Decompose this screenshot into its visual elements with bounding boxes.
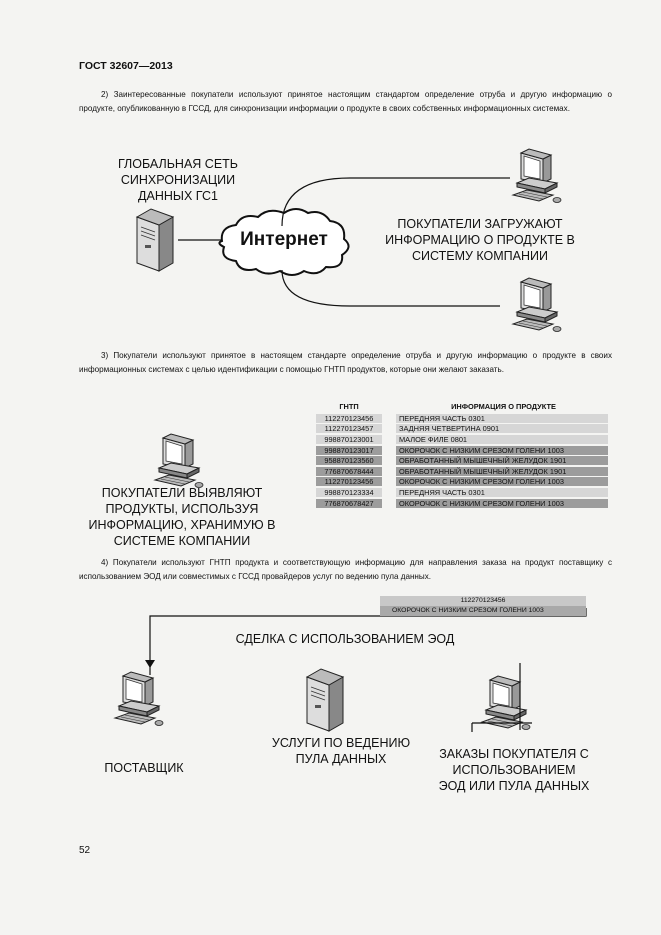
buyer-orders-label: ЗАКАЗЫ ПОКУПАТЕЛЯ С ИСПОЛЬЗОВАНИЕМ ЭОД ИЛИ ПУЛА ДАННЫХ	[438, 747, 590, 793]
order-record	[380, 596, 586, 616]
col-header-gtin: ГНТП	[339, 402, 359, 411]
cell-product-info: ОБРАБОТАННЫЙ МЫШЕЧНЫЙ ЖЕЛУДОК 1901	[396, 467, 608, 476]
table-row	[316, 466, 608, 477]
connector-cloud-bottom	[282, 270, 500, 306]
cell-product-info: ОБРАБОТАННЫЙ МЫШЕЧНЫЙ ЖЕЛУДОК 1901	[396, 456, 608, 465]
product-info-table	[316, 402, 608, 508]
cell-product-info: ОКОРОЧОК С НИЗКИМ СРЕЗОМ ГОЛЕНИ 1003	[396, 446, 608, 455]
table-row	[316, 498, 608, 509]
computer-icon-buyer-bottom	[513, 278, 561, 332]
order-info: ОКОРОЧОК С НИЗКИМ СРЕЗОМ ГОЛЕНИ 1003	[380, 606, 586, 616]
cell-product-info: ЗАДНЯЯ ЧЕТВЕРТИНА 0901	[396, 424, 608, 433]
table-row	[316, 455, 608, 466]
col-header-info: ИНФОРМАЦИЯ О ПРОДУКТЕ	[451, 402, 556, 411]
server-icon-gs1	[137, 209, 173, 271]
order-gtin: 112270123456	[380, 596, 586, 606]
cell-product-info: МАЛОЕ ФИЛЕ 0801	[396, 435, 608, 444]
data-pool-label: УСЛУГИ ПО ВЕДЕНИЮ ПУЛА ДАННЫХ	[271, 736, 411, 766]
paragraph-3-text: 3) Покупатели используют принятое в настоящем стандарте определение отруба и другую информацию о продукте в своих информационных системах с целью идентификации с помощью ГНТП продуктов, которые они желают заказать.	[79, 351, 612, 374]
supplier-label: ПОСТАВЩИК	[104, 761, 184, 775]
computer-icon-buyer-orders	[482, 676, 530, 730]
page-number: 52	[79, 845, 91, 856]
paragraph-4	[79, 556, 612, 583]
table-header	[316, 402, 608, 413]
global-network-label: ГЛОБАЛЬНАЯ СЕТЬ СИНХРОНИЗАЦИИ ДАННЫХ ГС1	[117, 157, 238, 203]
cell-product-info: ОКОРОЧОК С НИЗКИМ СРЕЗОМ ГОЛЕНИ 1003	[396, 477, 608, 486]
table-row	[316, 445, 608, 456]
table-row	[316, 487, 608, 498]
deal-label: СДЕЛКА С ИСПОЛЬЗОВАНИЕМ ЭОД	[235, 632, 455, 646]
paragraph-3	[79, 349, 612, 376]
computer-icon-supplier	[115, 672, 163, 726]
cell-product-info: ПЕРЕДНЯЯ ЧАСТЬ 0301	[396, 488, 608, 497]
computer-icon-buyer-identify	[155, 434, 203, 488]
table-row	[316, 477, 608, 488]
cell-gtin: 112270123457	[316, 424, 382, 433]
cell-gtin: 958870123560	[316, 456, 382, 465]
cell-product-info: ОКОРОЧОК С НИЗКИМ СРЕЗОМ ГОЛЕНИ 1003	[396, 499, 608, 508]
buyers-upload-label: ПОКУПАТЕЛИ ЗАГРУЖАЮТ ИНФОРМАЦИЮ О ПРОДУКТЕ В СИСТЕМУ КОМПАНИИ	[385, 217, 575, 263]
cell-gtin: 776870678444	[316, 467, 382, 476]
cell-gtin: 998870123017	[316, 446, 382, 455]
internet-cloud-label: Интернет	[240, 229, 328, 250]
cell-gtin: 776870678427	[316, 499, 382, 508]
table-row	[316, 413, 608, 424]
table-row	[316, 434, 608, 445]
paragraph-2-text: 2) Заинтересованные покупатели используют принятое настоящим стандартом определение отруба и другую информацию о продукте, опубликованную в ГССД, для синхронизации информации о продукте в своих собственных информационных системах.	[79, 90, 612, 113]
server-icon-pool	[307, 669, 343, 731]
document-header: ГОСТ 32607—2013	[79, 60, 173, 72]
cell-gtin: 112270123456	[316, 414, 382, 423]
computer-icon-buyer-top	[513, 149, 561, 203]
buyers-identify-label: ПОКУПАТЕЛИ ВЫЯВЛЯЮТ ПРОДУКТЫ, ИСПОЛЬЗУЯ ИНФОРМАЦИЮ, ХРАНИМУЮ В СИСТЕМЕ КОМПАНИИ	[88, 486, 276, 548]
cell-gtin: 112270123456	[316, 477, 382, 486]
cell-product-info: ПЕРЕДНЯЯ ЧАСТЬ 0301	[396, 414, 608, 423]
cell-gtin: 998870123001	[316, 435, 382, 444]
paragraph-4-text: 4) Покупатели используют ГНТП продукта и соответствующую информацию для направления заказа на продукт поставщику с использованием ЭОД или совместимых с ГССД провайдеров услуг по ведению пула данных.	[79, 558, 612, 581]
table-row	[316, 424, 608, 435]
paragraph-2	[79, 88, 612, 115]
cell-gtin: 998870123334	[316, 488, 382, 497]
